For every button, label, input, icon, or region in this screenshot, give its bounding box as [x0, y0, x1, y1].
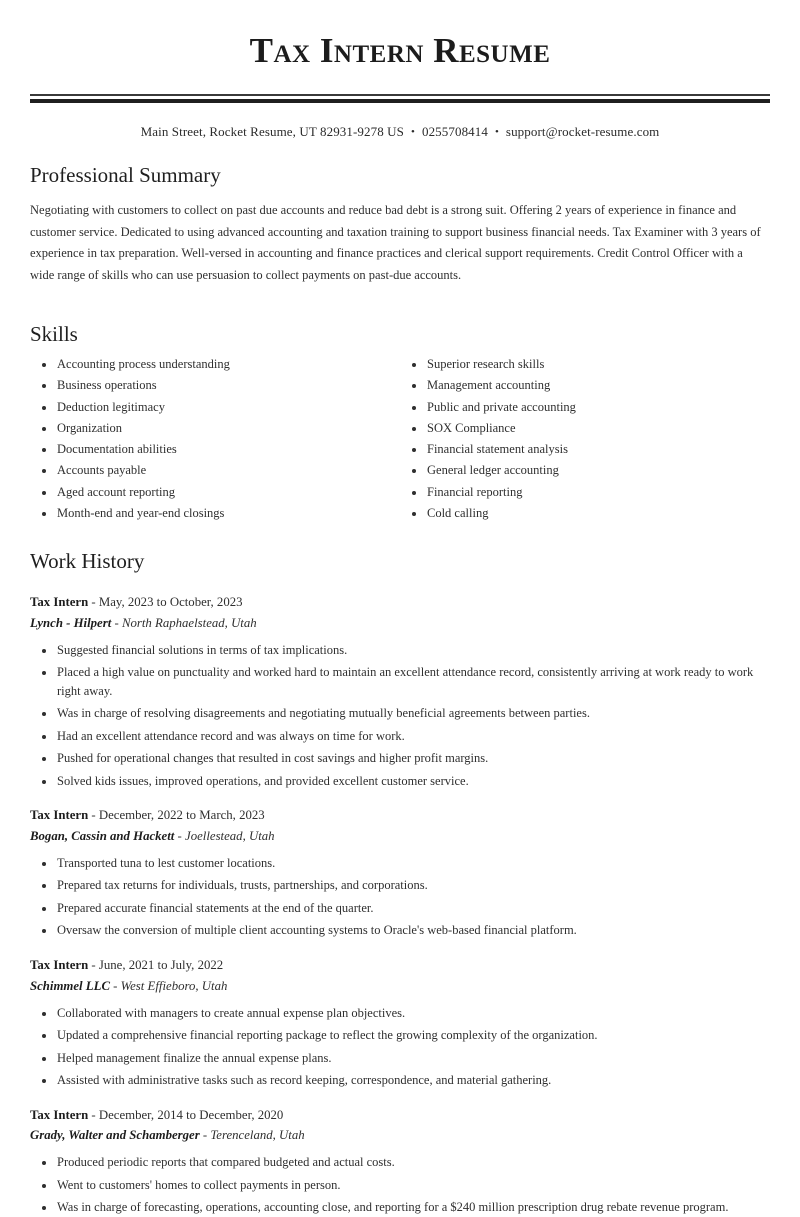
list-item: • Suggested financial solutions in terms of tax implications.	[56, 641, 770, 660]
work-history-entry	[30, 806, 770, 940]
contact-separator-1: •	[411, 126, 415, 138]
skills-columns	[30, 356, 770, 526]
job-dates: - June, 2021 to July, 2022	[88, 957, 224, 972]
company-location: - West Effieboro, Utah	[109, 978, 228, 993]
list-item: • Financial statement analysis	[426, 441, 770, 459]
skills-list-right	[400, 356, 770, 523]
contact-line	[30, 124, 770, 140]
company-name: Schimmel LLC	[30, 978, 110, 993]
company-name: Grady, Walter and Schamberger	[30, 1128, 200, 1143]
job-title-line	[30, 956, 770, 976]
summary-text: Negotiating with customers to collect on past due accounts and reduce bad debt is a strong suit. Offering 2 years of experience in finance and customer service. Dedicated to using advanced accounting and taxation training to support business financial needs. Tax Examiner with 3 years of experience in tax preparation. Well-versed in accounting and finance practices and clerical support requirements. Credit Control Officer with a wide range of skills who can use persuasion to collect payments on past-due accounts.	[30, 203, 761, 282]
job-company-line	[30, 976, 770, 997]
job-bullets	[30, 641, 770, 791]
job-title: Tax Intern	[30, 595, 89, 610]
list-item: • Month-end and year-end closings	[56, 505, 400, 523]
work-history-entry	[30, 593, 770, 790]
contact-phone: 0255708414	[421, 124, 488, 139]
divider-line-thick	[30, 99, 770, 103]
company-name: Lynch - Hilpert	[30, 616, 112, 631]
list-item: • Documentation abilities	[56, 441, 400, 459]
contact-address: Main Street, Rocket Resume, UT 82931-9278 US	[140, 124, 405, 139]
job-bullets	[30, 854, 770, 940]
list-item: • Management accounting	[426, 377, 770, 395]
section-heading-work-history: Work History	[30, 549, 145, 574]
list-item: • Organization	[56, 420, 400, 438]
job-bullets	[30, 1153, 770, 1217]
list-item: • Went to customers' homes to collect payments in person.	[56, 1176, 770, 1195]
skills-column-right	[400, 356, 770, 526]
list-item: • Was in charge of forecasting, operations, accounting close, and reporting for a $240 million prescription drug rebate revenue program.	[56, 1198, 770, 1217]
company-location: - North Raphaelstead, Utah	[111, 616, 257, 631]
list-item: • Assisted with administrative tasks such as record keeping, correspondence, and material gathering.	[56, 1071, 770, 1090]
list-item: • Financial reporting	[426, 484, 770, 502]
company-name: Bogan, Cassin and Hackett	[30, 829, 175, 844]
list-item: • Produced periodic reports that compared budgeted and actual costs.	[56, 1153, 770, 1172]
job-dates: - December, 2014 to December, 2020	[88, 1107, 284, 1122]
section-heading-summary: Professional Summary	[30, 163, 221, 187]
job-title: Tax Intern	[30, 808, 89, 823]
list-item: • Aged account reporting	[56, 484, 400, 502]
job-title-line	[30, 806, 770, 826]
job-bullets	[30, 1004, 770, 1090]
job-company-line	[30, 1125, 770, 1146]
list-item: • SOX Compliance	[426, 420, 770, 438]
job-dates: - May, 2023 to October, 2023	[88, 595, 243, 610]
job-title: Tax Intern	[30, 957, 89, 972]
list-item: • Business operations	[56, 377, 400, 395]
list-item: • Oversaw the conversion of multiple client accounting systems to Oracle's web-based financial platform.	[56, 921, 770, 940]
list-item: • Prepared accurate financial statements at the end of the quarter.	[56, 899, 770, 918]
job-title-line	[30, 593, 770, 613]
list-item: • Public and private accounting	[426, 399, 770, 417]
list-item: • Superior research skills	[426, 356, 770, 374]
work-history-entry	[30, 1106, 770, 1217]
contact-separator-2: •	[494, 126, 499, 138]
list-item: • Deduction legitimacy	[56, 399, 400, 417]
job-dates: - December, 2022 to March, 2023	[88, 808, 265, 823]
page-title: Tax Intern Resume	[249, 31, 551, 70]
list-item: • Placed a high value on punctuality and worked hard to maintain an excellent attendance record, consistently arriving at work ready to work right away.	[56, 663, 770, 700]
list-item: • Accounting process understanding	[56, 356, 400, 374]
job-company-line	[30, 826, 770, 847]
job-company-line	[30, 613, 770, 634]
list-item: • Updated a comprehensive financial reporting package to reflect the growing complexity of the organization.	[56, 1026, 770, 1045]
list-item: • Cold calling	[426, 505, 770, 523]
list-item: • Had an excellent attendance record and was always on time for work.	[56, 727, 770, 746]
list-item: • Collaborated with managers to create annual expense plan objectives.	[56, 1004, 770, 1023]
skills-list-left	[30, 356, 400, 523]
work-history-entry	[30, 956, 770, 1090]
list-item: • Accounts payable	[56, 462, 400, 480]
company-location: - Joellestead, Utah	[174, 829, 275, 844]
list-item: • Transported tuna to lest customer locations.	[56, 854, 770, 873]
job-title-line	[30, 1106, 770, 1126]
list-item: • Pushed for operational changes that resulted in cost savings and higher profit margins.	[56, 749, 770, 768]
list-item: • Solved kids issues, improved operations, and provided excellent customer service.	[56, 772, 770, 791]
list-item: • Was in charge of resolving disagreements and negotiating mutually beneficial agreements between parties.	[56, 704, 770, 723]
skills-column-left	[30, 356, 400, 526]
section-heading-skills: Skills	[30, 321, 78, 346]
list-item: • Prepared tax returns for individuals, trusts, partnerships, and corporations.	[56, 876, 770, 895]
company-location: - Terenceland, Utah	[199, 1128, 305, 1143]
contact-email[interactable]: support@rocket-resume.com	[505, 124, 660, 139]
header-divider	[30, 94, 770, 103]
list-item: • General ledger accounting	[426, 462, 770, 480]
list-item: • Helped management finalize the annual expense plans.	[56, 1049, 770, 1068]
job-title: Tax Intern	[30, 1107, 89, 1122]
